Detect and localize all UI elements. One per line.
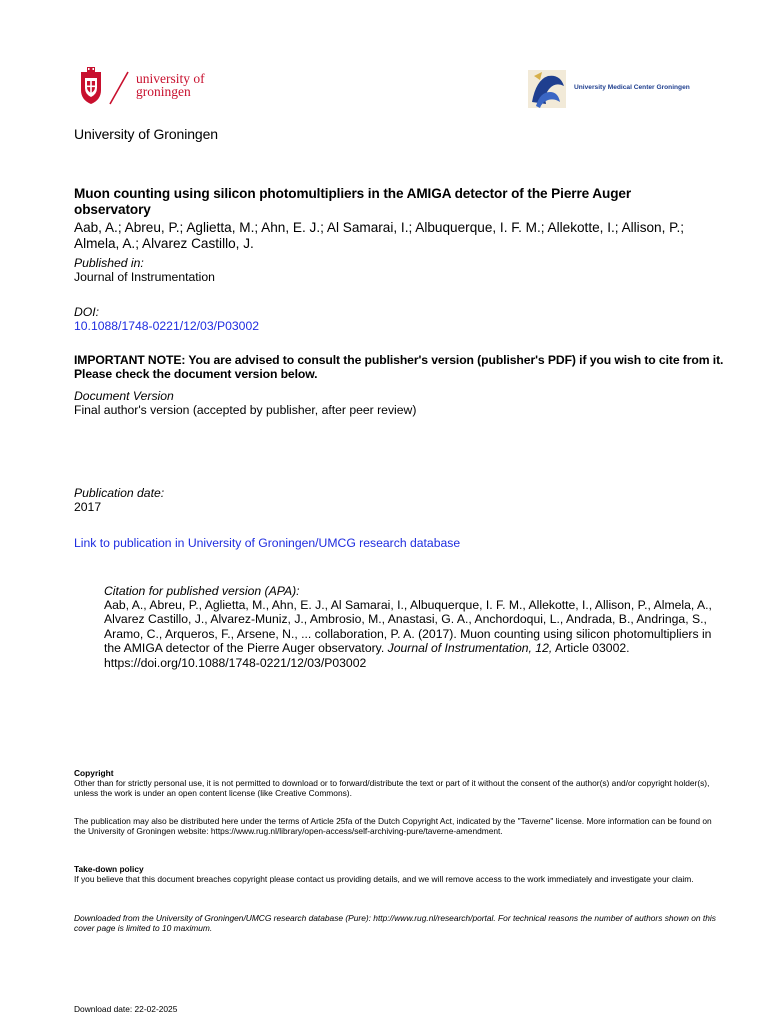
- citation-end: Article 03002. https://doi.org/10.1088/1748-0221/12/03/P03002: [104, 641, 630, 670]
- published-in-value: Journal of Instrumentation: [74, 270, 215, 284]
- umcg-emblem-icon: [526, 66, 570, 112]
- umcg-logo: [526, 66, 706, 112]
- important-note: IMPORTANT NOTE: You are advised to consult the publisher's version (publisher's PDF) if you wish to cite from it. Please check the document version below.: [74, 353, 724, 381]
- takedown-heading: Take-down policy: [74, 864, 144, 874]
- published-in-block: [74, 256, 215, 284]
- document-version-label: Document Version: [74, 389, 174, 403]
- download-date: Download date: 22-02-2025: [74, 1004, 178, 1014]
- citation-block: [104, 584, 724, 670]
- copyright-text: Other than for strictly personal use, it is not permitted to download or to forward/distribute the text or part of it without the consent of the author(s) and/or copyright holder(s), unless the work is under an open content license (like Creative Commons).: [74, 778, 710, 798]
- rug-shield-icon: [78, 66, 104, 106]
- research-database-link[interactable]: Link to publication in University of Groningen/UMCG research database: [74, 536, 461, 550]
- publication-title: Muon counting using silicon photomultipliers in the AMIGA detector of the Pierre Auger observatory: [74, 186, 632, 217]
- rug-slash-icon: [106, 66, 132, 108]
- umcg-logo-text: University Medical Center Groningen: [574, 84, 690, 91]
- document-version-value: Final author's version (accepted by publisher, after peer review): [74, 403, 417, 417]
- citation-text: [104, 598, 724, 670]
- citation-journal: Journal of Instrumentation, 12,: [387, 641, 553, 656]
- citation-label: Citation for published version (APA):: [104, 584, 300, 598]
- rug-logo-line2: groningen: [136, 84, 191, 99]
- rug-logo-line1: university of: [136, 71, 205, 86]
- copyright-heading: Copyright: [74, 768, 114, 778]
- publication-date-label: Publication date:: [74, 486, 165, 500]
- publication-date-block: [74, 486, 164, 514]
- copyright-block: [74, 768, 724, 798]
- doi-block: [74, 305, 259, 333]
- published-in-label: Published in:: [74, 256, 144, 270]
- publication-date-value: 2017: [74, 500, 102, 514]
- taverne-text: The publication may also be distributed here under the terms of Article 25fa of the Dutch Copyright Act, indicated by the "Taverne" license. More information can be found on the University of Groningen website: https://www.rug.nl/library/open-access/self-archiving-pure/taverne-amendment.: [74, 816, 712, 836]
- doi-link[interactable]: 10.1088/1748-0221/12/03/P03002: [74, 319, 260, 333]
- downloaded-from-note: Downloaded from the University of Groningen/UMCG research database (Pure): http://www.rug.nl/research/portal. For technical reasons the number of authors shown on this cover page is limited to 10 maximum.: [74, 913, 716, 933]
- document-version-block: [74, 389, 416, 417]
- rug-logo-text: [136, 72, 205, 98]
- university-of-groningen-logo: [78, 66, 228, 108]
- takedown-text: If you believe that this document breaches copyright please contact us providing details, and we will remove access to the work immediately and investigate your claim.: [74, 874, 694, 884]
- doi-label: DOI:: [74, 305, 100, 319]
- takedown-block: [74, 864, 724, 884]
- citation-main: Aab, A., Abreu, P., Aglietta, M., Ahn, E. J., Al Samarai, I., Albuquerque, I. F. M., Allekotte, I., Allison, P., Almela, A., Alvarez Castillo, J., Alvarez-Muniz, J., Ambrosio, M., Anastasi, G. A., Anchordoqui, L., Andrada, B., Andringa, S., Aramo, C., Arqueros, F., Arsene, N., ... collaboration, P. A. (2017). Muon counting using silicon photomultipliers in the AMIGA detector of the Pierre Auger observatory.: [104, 598, 712, 656]
- institution-name: University of Groningen: [74, 126, 218, 142]
- author-list: Aab, A.; Abreu, P.; Aglietta, M.; Ahn, E. J.; Al Samarai, I.; Albuquerque, I. F. M.; Allekotte, I.; Allison, P.; Almela, A.; Alvarez Castillo, J.: [74, 220, 685, 251]
